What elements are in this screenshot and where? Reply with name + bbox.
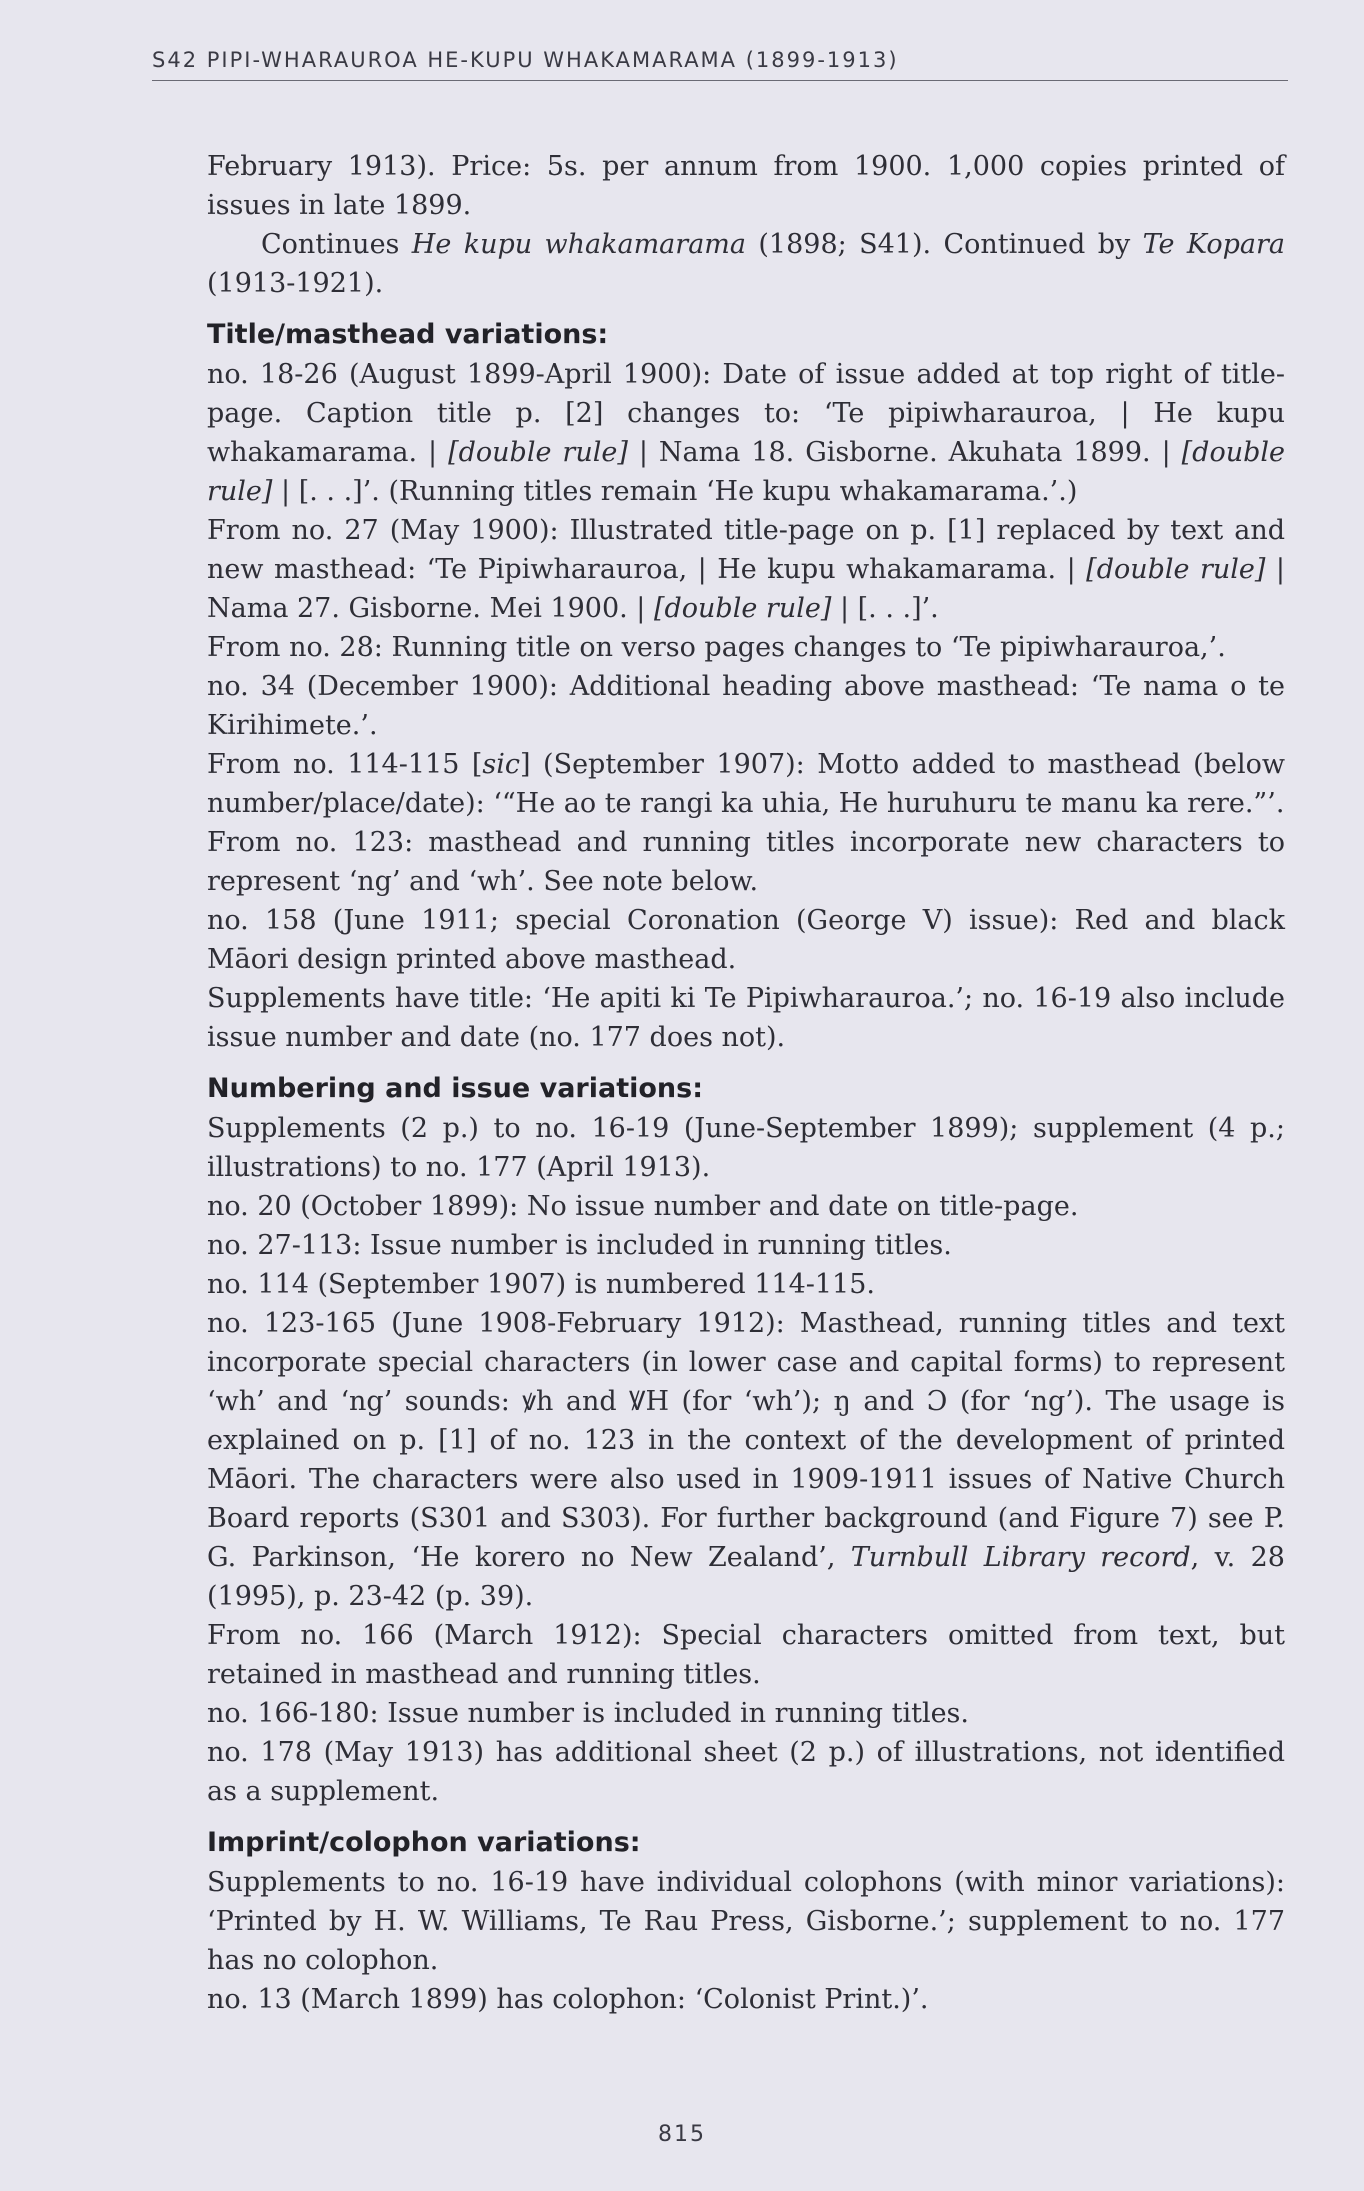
title-entry [207, 745, 1285, 823]
numbering-entry: no. 27-113: Issue number is included in running titles. [207, 1230, 952, 1261]
numbering-entry: no. 178 (May 1913) has additional sheet (2 p.) of illustrations, not identified as a supplement. [207, 1737, 1285, 1807]
next-title: Te Kopara [1142, 229, 1286, 260]
entry-text: no. 18-26 (August 1899-April 1900): Date of issue added at top right of title-page. Caption title p. [2] changes to: ‘Te pipiwharauroa, | He kupu whakamarama. | [207, 359, 1285, 468]
title-entry: no. 34 (December 1900): Additional heading above masthead: ‘Te nama o te Kirihimete.’. [207, 671, 1285, 741]
entry-text: no. 123-165 (June 1908-February 1912): Masthead, running titles and text incorporate special characters (in lower case and capital forms) to represent ‘wh’ and ‘ng’ sounds: ꝟh and ꝞH (for ‘wh’); ŋ and Ɔ (for ‘ng’). The usage is explained on p. [1] of no. 123 in the context of the development of printed Māori. The characters were also used in 1909-1911 issues of Native Church Board reports (S301 and S303). For further background (and Figure 7) see P. G. Parkinson, ‘He korero no New Zealand’, [207, 1308, 1285, 1573]
section-heading-numbering: Numbering and issue variations: [207, 1073, 704, 1104]
numbering-entry: Supplements (2 p.) to no. 16-19 (June-September 1899); supplement (4 p.; illustrations) to no. 177 (April 1913). [207, 1113, 1285, 1183]
title-entry: no. 158 (June 1911; special Coronation (George V) issue): Red and black Māori design printed above masthead. [207, 905, 1285, 975]
continues-paragraph [207, 225, 1285, 303]
continues-text: (1898; S41). Continued by [746, 229, 1143, 260]
title-entry: From no. 123: masthead and running titles incorporate new characters to represent ‘ng’ and ‘wh’. See note below. [207, 827, 1285, 897]
entry-italic: [double rule] [448, 437, 628, 468]
title-entry [207, 511, 1285, 628]
numbering-entry: no. 166-180: Issue number is included in running titles. [207, 1698, 969, 1729]
imprint-entry: no. 13 (March 1899) has colophon: ‘Colonist Print.)’. [207, 1984, 929, 2015]
running-head: S42 PIPI-WHARAUROA HE-KUPU WHAKAMARAMA (1899-1913) [152, 48, 1288, 81]
numbering-entry: no. 20 (October 1899): No issue number and date on title-page. [207, 1191, 1079, 1222]
entry-text: From no. 27 (May 1900): Illustrated title-page on p. [1] replaced by text and new masthead: ‘Te Pipiwharauroa, | He kupu whakamarama. | [207, 515, 1285, 585]
intro-paragraph: February 1913). Price: 5s. per annum from 1900. 1,000 copies printed of issues in late 1899. [207, 151, 1285, 221]
imprint-entry: Supplements to no. 16-19 have individual colophons (with minor variations): ‘Printed by H. W. Williams, Te Rau Press, Gisborne.’; supplement to no. 177 has no colophon. [207, 1867, 1285, 1976]
title-entry [207, 355, 1285, 511]
page-body [207, 147, 1285, 2019]
previous-title: He kupu whakamarama [411, 229, 746, 260]
entry-text: | [. . .]’. (Running titles remain ‘He kupu whakamarama.’.) [272, 476, 1078, 507]
entry-text: From no. 114-115 [ [207, 749, 483, 780]
entry-italic: [double rule] [1086, 554, 1266, 585]
entry-italic: [double rule] [653, 593, 832, 624]
entry-text: ] (September 1907): Motto added to masthead (below number/place/date): ‘“He ao te rangi ka uhia, He huruhuru te manu ka rere.”’. [207, 749, 1285, 819]
page-number: 815 [658, 2122, 706, 2147]
continues-text: (1913-1921). [207, 268, 384, 299]
numbering-entry: From no. 166 (March 1912): Special characters omitted from text, but retained in masthead and running titles. [207, 1620, 1285, 1690]
numbering-entry [207, 1304, 1285, 1616]
entry-italic: [double rule] [207, 437, 1285, 507]
entry-italic: Turnbull Library record [850, 1542, 1191, 1573]
entry-text: | [. . .]’. [831, 593, 939, 624]
title-entry: Supplements have title: ‘He apiti ki Te Pipiwharauroa.’; no. 16-19 also include issue number and date (no. 177 does not). [207, 983, 1285, 1053]
entry-text: | Nama 27. Gisborne. Mei 1900. | [207, 554, 1286, 624]
continues-text: Continues [261, 229, 412, 260]
entry-text: | Nama 18. Gisborne. Akuhata 1899. | [627, 437, 1182, 468]
entry-text: , v. 28 (1995), p. 23-42 (p. 39). [207, 1542, 1285, 1612]
section-heading-imprint: Imprint/colophon variations: [207, 1827, 641, 1858]
numbering-entry: no. 114 (September 1907) is numbered 114-115. [207, 1269, 875, 1300]
entry-italic: sic [482, 749, 521, 780]
title-entry: From no. 28: Running title on verso pages changes to ‘Te pipiwharauroa,’. [207, 632, 1226, 663]
section-heading-title: Title/masthead variations: [207, 319, 609, 350]
